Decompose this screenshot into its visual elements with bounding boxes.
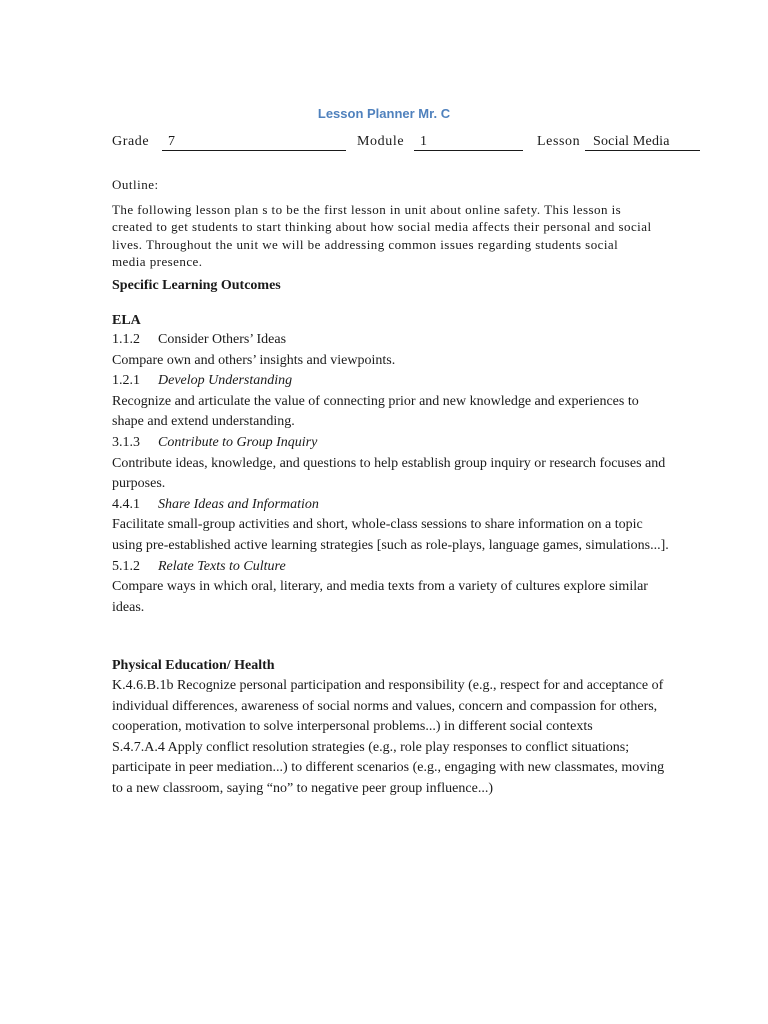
- outline-text: The following lesson plan s to be the first lesson in unit about online safety. This lesson is created to get students to start thinking about how social media affects their personal and social lives. Throughout the unit we will be addressing common issues regarding students social media presence.: [112, 202, 652, 269]
- outcome-description: Facilitate small-group activities and short, whole-class sessions to share information on a topic using pre-established active learning strategies [such as role-plays, language games, simulations...].: [112, 517, 669, 553]
- outcome-heading: [112, 495, 672, 516]
- outcome-name: Share Ideas and Information: [158, 496, 319, 512]
- outcome-description: Compare ways in which oral, literary, and media texts from a variety of cultures explore similar ideas.: [112, 579, 648, 615]
- page-title: Lesson Planner Mr. C: [317, 106, 451, 121]
- outcome-description: Compare own and others’ insights and viewpoints.: [112, 352, 396, 368]
- outcome-name: Develop Understanding: [158, 373, 293, 389]
- pe-outcome: K.4.6.B.1b Recognize personal participation and responsibility (e.g., respect for and acceptance of individual differences, awareness of social norms and values, concern and compassion for others, cooperation, motivation to solve interpersonal problems...) in different social contexts: [112, 678, 664, 735]
- ela-heading: ELA: [112, 313, 141, 328]
- outcome-heading: [112, 557, 672, 578]
- ela-outcomes-list: [112, 330, 672, 618]
- learning-outcomes-heading: Specific Learning Outcomes: [112, 278, 281, 293]
- outcome-description: Recognize and articulate the value of connecting prior and new knowledge and experiences to shape and extend understanding.: [112, 393, 639, 430]
- pe-outcome: S.4.7.A.4 Apply conflict resolution strategies (e.g., role play responses to conflict situations; participate in peer mediation...) to different scenarios (e.g., engaging with new classmates, moving to a new classroom, saying “no” to negative peer group influence...): [112, 739, 665, 796]
- ela-outcome: [112, 330, 672, 371]
- pe-outcomes-list: [112, 676, 672, 800]
- grade-label: Grade: [112, 134, 150, 149]
- outcome-heading: [112, 371, 672, 392]
- outcome-name: Contribute to Group Inquiry: [158, 434, 318, 450]
- module-value: 1: [414, 134, 523, 151]
- outcome-heading: [112, 433, 672, 454]
- pe-heading: Physical Education/ Health: [112, 658, 275, 673]
- outcome-heading: [112, 330, 672, 351]
- outcome-number: 4.4.1: [112, 496, 140, 512]
- outcome-name: Relate Texts to Culture: [158, 558, 286, 574]
- outcome-number: 5.1.2: [112, 558, 140, 574]
- outline-label: Outline:: [112, 177, 159, 192]
- outcome-number: 1.1.2: [112, 332, 140, 347]
- ela-outcome: [112, 371, 672, 433]
- header-fields: [112, 134, 702, 154]
- outcome-number: 3.1.3: [112, 434, 140, 450]
- ela-outcome: [112, 433, 672, 495]
- ela-outcome: [112, 495, 672, 557]
- grade-value: 7: [162, 134, 346, 151]
- lesson-label: Lesson: [537, 134, 581, 149]
- outcome-number: 1.2.1: [112, 373, 140, 389]
- outcome-description: Contribute ideas, knowledge, and questions to help establish group inquiry or research focuses and purposes.: [112, 455, 666, 492]
- ela-outcome: [112, 557, 672, 619]
- lesson-value: Social Media: [585, 134, 700, 151]
- module-label: Module: [357, 134, 405, 149]
- outcome-name: Consider Others’ Ideas: [158, 332, 287, 347]
